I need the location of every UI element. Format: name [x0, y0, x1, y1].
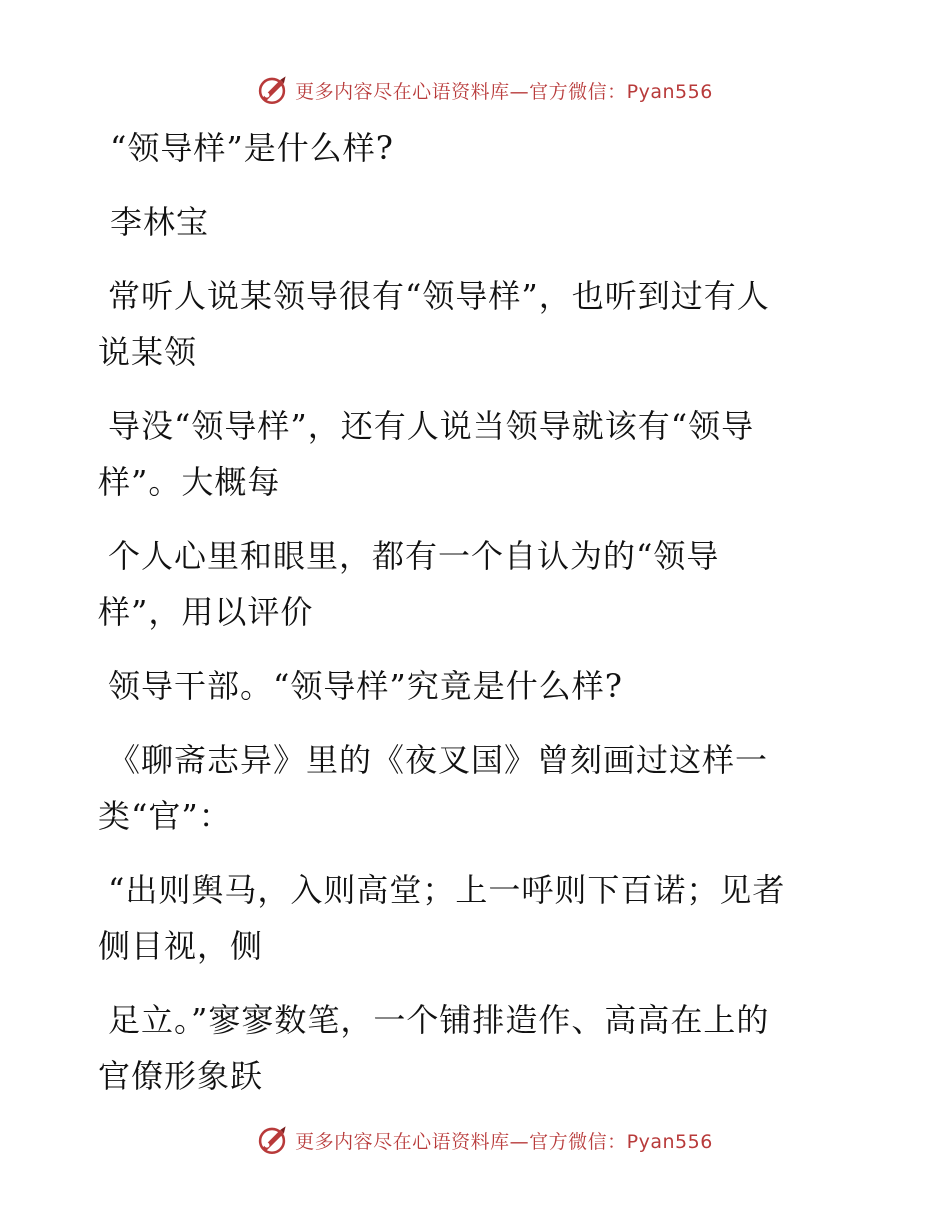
- pen-logo-icon: [255, 73, 289, 107]
- paragraph: [98, 992, 838, 1104]
- paragraph-line: 样”。大概每: [98, 463, 281, 501]
- paragraph: [98, 732, 838, 844]
- paragraph-line: 样”，用以评价: [98, 593, 314, 631]
- paragraph-line: 侧目视，侧: [98, 927, 264, 965]
- paragraph-line: 说某领: [98, 333, 198, 371]
- pen-logo-icon: [255, 1123, 289, 1157]
- paragraph-line: “出则舆马，入则高堂；上一呼则下百诺；见者: [108, 871, 786, 909]
- paragraph-line: 类“官”：: [98, 797, 232, 835]
- paragraph-line: 导没“领导样”，还有人说当领导就该有“领导: [108, 407, 755, 445]
- paragraph-line: 领导干部。“领导样”究竟是什么样?: [108, 667, 623, 705]
- paragraph: [98, 398, 838, 510]
- paragraph: [98, 862, 838, 974]
- paragraph-line: 《聊斋志异》里的《夜叉国》曾刻画过这样一: [108, 741, 769, 779]
- paragraph-line: 个人心里和眼里，都有一个自认为的“领导: [108, 537, 720, 575]
- paragraph: [98, 528, 838, 640]
- header-banner-text: 更多内容尽在心语资料库—官方微信：Pyan556: [295, 80, 713, 103]
- footer-banner-content: [255, 1123, 713, 1157]
- footer-banner: [0, 1120, 950, 1160]
- article-title: “领导样”是什么样?: [110, 129, 394, 167]
- paragraph: [98, 658, 838, 714]
- header-banner: [0, 70, 950, 110]
- paragraph-line: 常听人说某领导很有“领导样”，也听到过有人: [108, 277, 770, 315]
- paragraph: [98, 268, 838, 380]
- paragraph-line: 官僚形象跃: [98, 1057, 264, 1095]
- article-body: [98, 120, 838, 1122]
- paragraph-line: 足立。”寥寥数笔，一个铺排造作、高高在上的: [108, 1001, 770, 1039]
- footer-banner-text: 更多内容尽在心语资料库—官方微信：Pyan556: [295, 1130, 713, 1153]
- header-banner-content: [255, 73, 713, 107]
- article-author: 李林宝: [110, 203, 210, 241]
